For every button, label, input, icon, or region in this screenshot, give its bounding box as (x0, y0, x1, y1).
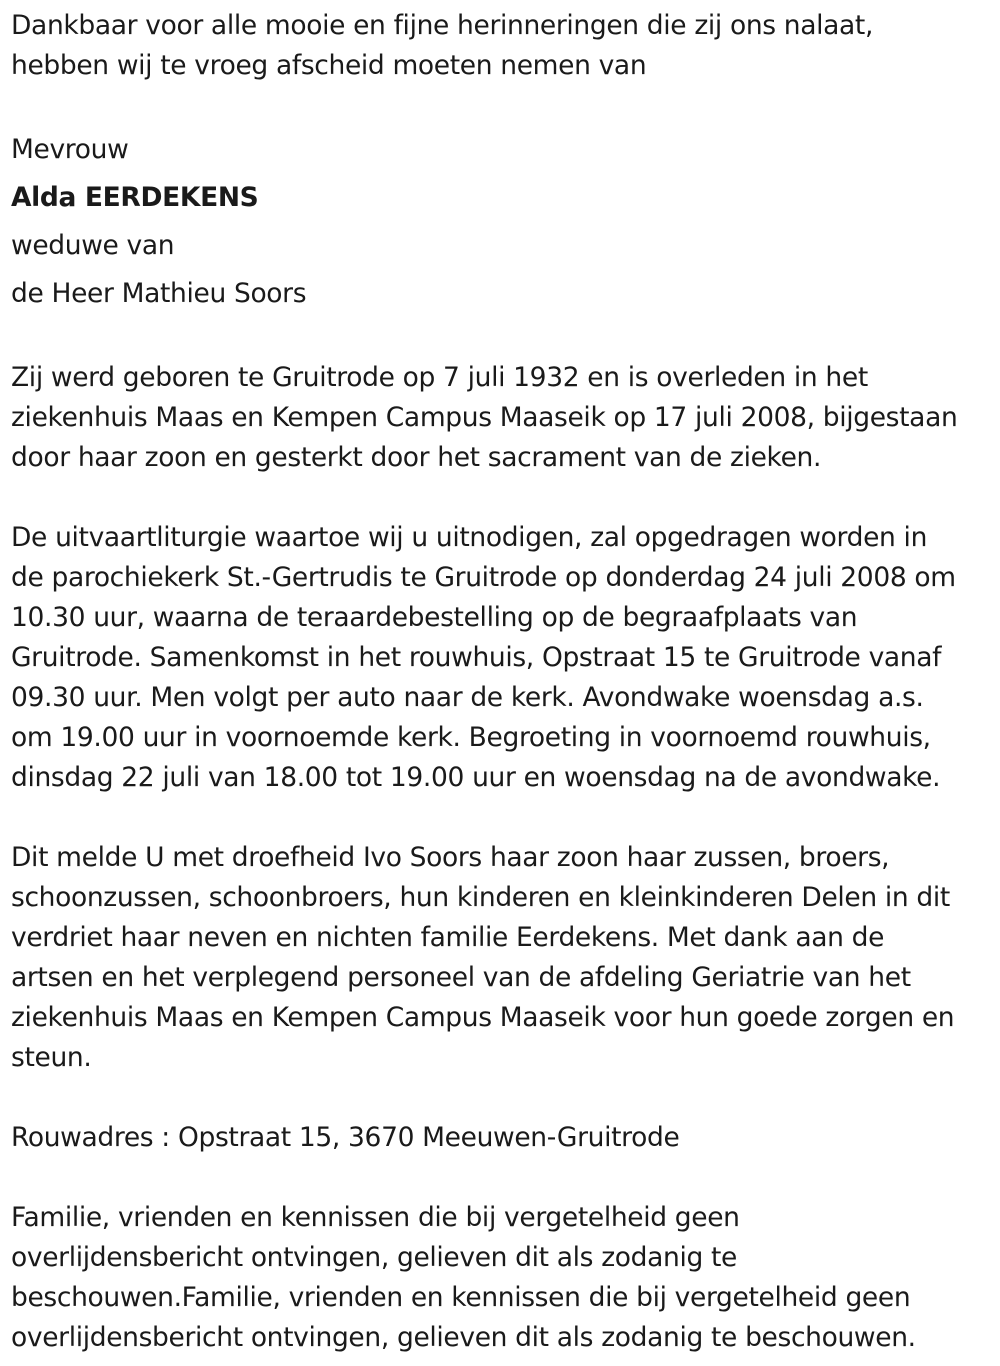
deceased-name: Alda EERDEKENS (11, 182, 259, 213)
text-line: verdriet haar neven en nichten familie Eerdekens. Met dank aan de (11, 922, 885, 953)
birth-death-paragraph (11, 358, 996, 478)
spacer (11, 318, 996, 358)
spacer (11, 1158, 996, 1198)
text-line: Zij werd geboren te Gruitrode op 7 juli 1932 en is overleden in het (11, 362, 868, 393)
text-line: artsen en het verplegend personeel van de afdeling Geriatrie van het (11, 962, 911, 993)
spacer (11, 478, 996, 518)
text-line: om 19.00 uur in voornoemde kerk. Begroeting in voornoemd rouwhuis, (11, 722, 931, 753)
text-line: schoonzussen, schoonbroers, hun kinderen en kleinkinderen Delen in dit (11, 882, 950, 913)
text-line: ziekenhuis Maas en Kempen Campus Maaseik voor hun goede zorgen en (11, 1002, 955, 1033)
relation-text: weduwe van (11, 230, 175, 261)
mourning-address: Rouwadres : Opstraat 15, 3670 Meeuwen-Gruitrode (11, 1122, 680, 1153)
family-paragraph (11, 838, 996, 1078)
text-line: Familie, vrienden en kennissen die bij vergetelheid geen (11, 1202, 740, 1233)
salutation: Mevrouw (11, 134, 129, 165)
address-paragraph (11, 1118, 996, 1158)
text-line: overlijdensbericht ontvingen, gelieven dit als zodanig te (11, 1242, 737, 1273)
text-line: steun. (11, 1042, 92, 1073)
spouse-name: de Heer Mathieu Soors (11, 278, 307, 309)
notice-paragraph (11, 1198, 996, 1358)
intro-paragraph (11, 0, 996, 86)
text-line: door haar zoon en gesterkt door het sacrament van de zieken. (11, 442, 822, 473)
text-line: Dit melde U met droefheid Ivo Soors haar zoon haar zussen, broers, (11, 842, 890, 873)
spacer (11, 86, 996, 126)
text-line: De uitvaartliturgie waartoe wij u uitnodigen, zal opgedragen worden in (11, 522, 928, 553)
text-line: dinsdag 22 juli van 18.00 tot 19.00 uur en woensdag na de avondwake. (11, 762, 941, 793)
spacer (11, 1078, 996, 1118)
text-line: ziekenhuis Maas en Kempen Campus Maaseik op 17 juli 2008, bijgestaan (11, 402, 958, 433)
text-line: Gruitrode. Samenkomst in het rouwhuis, Opstraat 15 te Gruitrode vanaf (11, 642, 942, 673)
obituary-document (11, 0, 996, 1358)
deceased-block (11, 126, 996, 318)
text-line: 09.30 uur. Men volgt per auto naar de kerk. Avondwake woensdag a.s. (11, 682, 924, 713)
text-line: beschouwen.Familie, vrienden en kennissen die bij vergetelheid geen (11, 1282, 911, 1313)
intro-line: hebben wij te vroeg afscheid moeten nemen van (11, 50, 647, 81)
text-line: overlijdensbericht ontvingen, gelieven dit als zodanig te beschouwen. (11, 1322, 916, 1353)
text-line: de parochiekerk St.-Gertrudis te Gruitrode op donderdag 24 juli 2008 om (11, 562, 956, 593)
intro-line: Dankbaar voor alle mooie en fijne herinneringen die zij ons nalaat, (11, 10, 874, 41)
text-line: 10.30 uur, waarna de teraardebestelling op de begraafplaats van (11, 602, 858, 633)
funeral-paragraph (11, 518, 996, 798)
spacer (11, 798, 996, 838)
